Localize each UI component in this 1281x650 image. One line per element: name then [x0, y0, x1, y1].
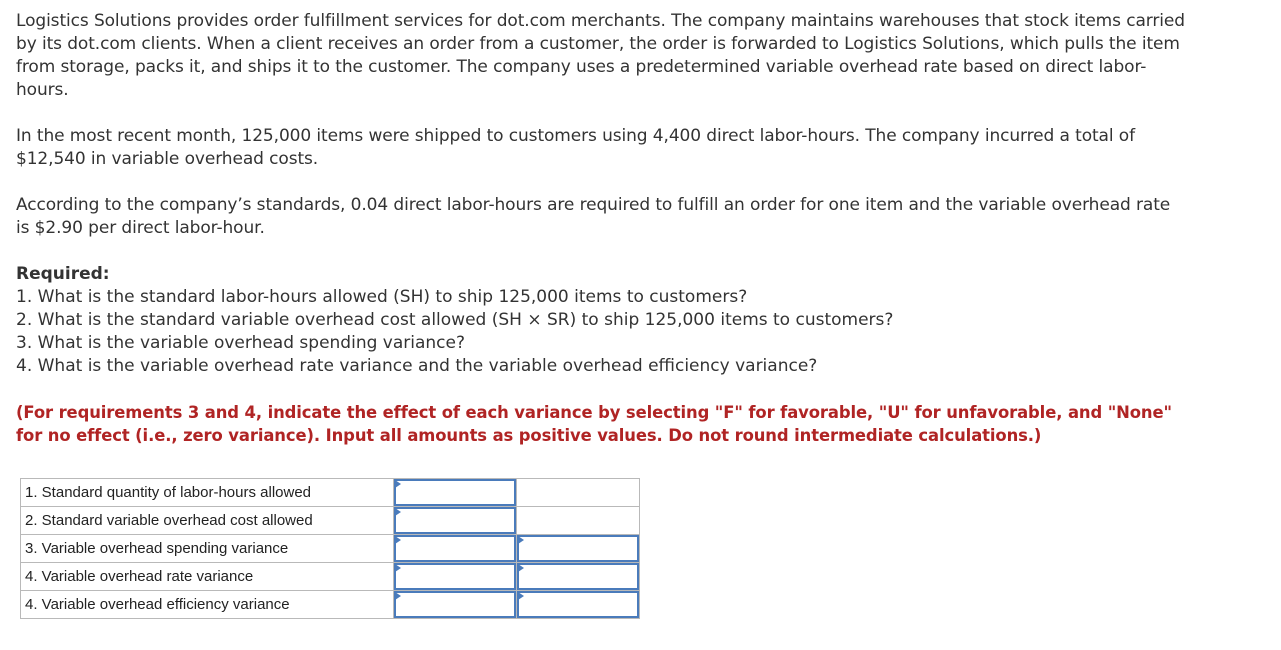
requirements-list — [16, 286, 1186, 378]
empty-cell — [517, 479, 640, 507]
required-heading: Required: — [16, 264, 110, 284]
standard-quantity-amount-input[interactable] — [394, 479, 517, 507]
table-row — [21, 507, 640, 535]
row-label-rate-variance: 4. Variable overhead rate variance — [21, 563, 394, 591]
requirement-4: 4. What is the variable overhead rate variance and the variable overhead efficiency variance? — [16, 356, 818, 376]
amount-input-box[interactable] — [394, 591, 516, 618]
amount-input-box[interactable] — [394, 507, 516, 534]
input-marker-icon — [518, 564, 524, 572]
table-row — [21, 479, 640, 507]
efficiency-variance-effect-select[interactable] — [517, 591, 640, 619]
effect-select-box[interactable] — [517, 535, 639, 562]
rate-variance-effect-select[interactable] — [517, 563, 640, 591]
input-marker-icon — [395, 508, 401, 516]
spending-variance-amount-input[interactable] — [394, 535, 517, 563]
answer-table — [20, 478, 640, 619]
effect-select-box[interactable] — [517, 591, 639, 618]
table-row — [21, 563, 640, 591]
requirement-3: 3. What is the variable overhead spending variance? — [16, 333, 465, 353]
spending-variance-effect-select[interactable] — [517, 535, 640, 563]
table-row — [21, 535, 640, 563]
input-marker-icon — [395, 564, 401, 572]
empty-cell — [517, 507, 640, 535]
instruction-note: (For requirements 3 and 4, indicate the effect of each variance by selecting "F" for favorable, "U" for unfavorable, and "None" for no effect (i.e., zero variance). Input all amounts as positive values. Do not round intermediate calculations.) — [16, 403, 1172, 445]
problem-paragraph-3: According to the company’s standards, 0.04 direct labor-hours are required to fulfill an order for one item and the variable overhead rate is $2.90 per direct labor-hour. — [16, 195, 1171, 238]
input-marker-icon — [395, 480, 401, 488]
rate-variance-amount-input[interactable] — [394, 563, 517, 591]
input-marker-icon — [518, 536, 524, 544]
input-marker-icon — [395, 536, 401, 544]
amount-input-box[interactable] — [394, 479, 516, 506]
problem-paragraph-1: Logistics Solutions provides order fulfillment services for dot.com merchants. The company maintains warehouses that stock items carried by its dot.com clients. When a client receives an order from a customer, the order is forwarded to Logistics Solutions, which pulls the item from storage, packs it, and ships it to the customer. The company uses a predetermined variable overhead rate based on direct labor-hours. — [16, 11, 1185, 100]
requirement-1: 1. What is the standard labor-hours allowed (SH) to ship 125,000 items to customers? — [16, 287, 748, 307]
table-row — [21, 591, 640, 619]
effect-select-box[interactable] — [517, 563, 639, 590]
row-label-efficiency-variance: 4. Variable overhead efficiency variance — [21, 591, 394, 619]
row-label-standard-quantity: 1. Standard quantity of labor-hours allowed — [21, 479, 394, 507]
row-label-spending-variance: 3. Variable overhead spending variance — [21, 535, 394, 563]
efficiency-variance-amount-input[interactable] — [394, 591, 517, 619]
problem-content — [16, 10, 1186, 447]
standard-cost-amount-input[interactable] — [394, 507, 517, 535]
amount-input-box[interactable] — [394, 535, 516, 562]
input-marker-icon — [395, 592, 401, 600]
amount-input-box[interactable] — [394, 563, 516, 590]
requirement-2: 2. What is the standard variable overhead cost allowed (SH × SR) to ship 125,000 items to customers? — [16, 310, 894, 330]
input-marker-icon — [518, 592, 524, 600]
problem-paragraph-2: In the most recent month, 125,000 items were shipped to customers using 4,400 direct labor-hours. The company incurred a total of $12,540 in variable overhead costs. — [16, 126, 1135, 169]
row-label-standard-cost: 2. Standard variable overhead cost allowed — [21, 507, 394, 535]
